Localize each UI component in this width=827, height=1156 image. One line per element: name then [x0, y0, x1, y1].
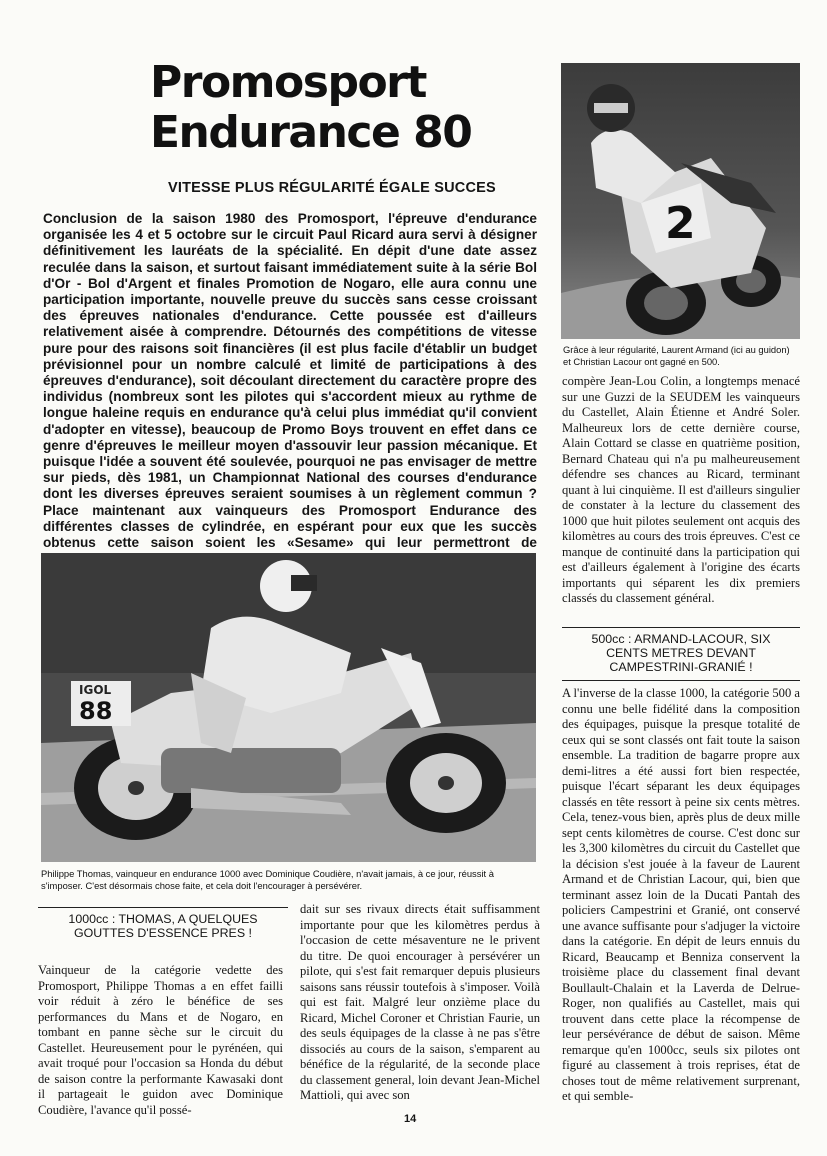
section-1000-column-2: dait sur ses rivaux directs était suffisamment importante pour que les kilomètres perdus à l'occasion de cette mésaventure ne le privent du titre. De quoi encourager à persévérer un pilote, qui s'est fait remarquer depuis plusieurs saisons sans réussir toutefois à s'imposer. Voilà qui est fait. Malgré leur onzième place du Ricard, Michel Coroner et Christian Faurie, un des seuls équipages de la classe à ne pas s'être dissociés au cours de la saison, s'emparent au bénéfice de la régularité, de la seconde place du classement general, loin devant Jean-Michel Mattioli, qui avec son	[300, 902, 540, 1102]
title-line-2: Endurance 80	[150, 107, 472, 158]
race-number-2: 2	[665, 198, 696, 249]
section-500-body: A l'inverse de la classe 1000, la catégorie 500 a connu une belle fidélité dans la composition des équipages, puisque la presque totalité de ceux qui se sont classés ont fait toute la saison ensemble. La tradition de bagarre propre aux demi-litres a été aussi fort bien respectée, puisque l'écart séparant les deux équipages classés en tête ressort à peine six cents mètres. Cela, tenez-vous bien, après plus de deux mille sept cents kilomètres de course. C'est donc sur les 3,300 kilomètres du circuit du Castellet que la décision s'est jouée à la faveur de Laurent Armand et de Christian Lacour, qui, bien que terminant assez loin de la Ducati Pantah des policiers Campestrini et Granié, ont conservé une avance suffisante pour s'adjuger la victoire dans la catégorie. En dépit de leurs ennuis du Ricard, Beaucamp et Benniza conservent la troisième place du classement final devant Boullault-Chalain et la Laverda de Delrue-Roger, non qualifiés au Castellet, mais qui trouvent dans cette place la récompense de leur persévérance de début de saison. Même remarque qu'en 1000cc, seuls six pilotes ont figuré au classement à trois reprises, état de choses tout de même relativement surprenant, et qui semble-	[562, 686, 800, 1103]
photo-top-right	[561, 63, 800, 339]
caption-main: Philippe Thomas, vainqueur en endurance 1000 avec Dominique Coudière, n'avait jamais, à ce jour, réussit à s'imposer. C'est désormais chose faite, et cela doit l'encourager à persévérer.	[41, 868, 494, 891]
heading-500cc: 500cc : ARMAND-LACOUR, SIX CENTS METRES DEVANT CAMPESTRINI-GRANIÉ !	[562, 627, 800, 674]
intro-paragraph: Conclusion de la saison 1980 des Promosport, l'épreuve d'endurance organisée les 4 et 5 octobre sur le circuit Paul Ricard aura servi à désigner définitivement les lauréats de la spécialité. En dépit d'une date assez reculée dans la saison, et surtout faisant immédiatement suite à la série Bol d'Or - Bol d'Argent et finales Promotion de Nogaro, elle aura connu une participation importante, nouvelle preuve du succès sans cesse croissant des épreuves nationales d'endurance. Cette poussée est d'ailleurs relativement aisée à comprendre. Détournés des compétitions de vitesse pure pour des raisons soit financières (il est plus facile d'établir un budget prévisionnel pour un nombre calculé et limité de participations à des épreuves d'endurance), soit découlant directement du caractère propre des individus (nombreux sont les pilotes qui s'accordent mieux au rythme de longue haleine requis en endurance qu'à celui plus immédiat qu'il convient d'adopter en vitesse), beaucoup de Promo Boys trouvent en effet dans ce genre d'épreuves le meilleur moyen d'assouvir leur passion mécanique. Et puisque l'idée a souvent été soulevée, pourquoi ne pas envisager de mettre sur pieds, dès 1981, un Championnat National des courses d'endurance dont les diverses épreuves seraient soumises à un règlement commun ? Place maintenant aux vainqueurs des Promosport Endurance des différentes classes de cylindrée, en espérant pour eux que les succès obtenus cette saison soient les «Sesame» qui leur permettront de	[43, 211, 537, 551]
caption-top-right: Grâce à leur régularité, Laurent Armand (ici au guidon) et Christian Lacour ont gagné en 500.	[563, 344, 790, 367]
right-column-text: compère Jean-Lou Colin, a longtemps menacé sur une Guzzi de la SEUDEM les vainqueurs du Castellet, Alain Étienne et André Soler. Malheureux lors de cette dernière course, Alain Cottard se classe en quatrième position, Bernard Chateau qui n'a pu malheureusement défendre ses chances au Ricard, terminant quant à lui cinquième. Il est d'ailleurs singulier de constater à la lecture du classement des 1000 que huit pilotes seulement ont acquis des kilomètres au cours des trois épreuves. C'est ce manque de continuité dans la participation qui est d'ailleurs également à l'origine des écarts importants qui séparent les dix premiers classés du classement général.	[562, 374, 800, 605]
rider-2-illustration	[561, 63, 800, 339]
title-line-1: Promosport	[150, 57, 426, 108]
rider-88-illustration	[41, 553, 536, 862]
sponsor-igol: IGOL	[79, 683, 112, 697]
photo-main	[41, 553, 536, 862]
article-title	[150, 58, 550, 158]
section-1000-column-1: Vainqueur de la catégorie vedette des Promosport, Philippe Thomas a en effet failli voir réduit à zéro le bénéfice de ses performances du Mans et de Nogaro, en tombant en panne sèche sur le circuit du Castellet. Heureusement pour le pyrénéen, qui avait troqué pour l'occasion sa Honda du début de saison contre la performante Kawasaki dont il partageait le guidon avec Dominique Coudière, l'avance qu'il possé-	[38, 963, 283, 1117]
rule-500cc-bottom	[562, 680, 800, 681]
heading-1000cc: 1000cc : THOMAS, A QUELQUES GOUTTES D'ESSENCE PRES !	[38, 907, 288, 940]
page-number: 14	[404, 1113, 417, 1125]
race-number-88: 88	[79, 697, 113, 725]
article-subtitle: VITESSE PLUS RÉGULARITÉ ÉGALE SUCCES	[168, 180, 496, 196]
